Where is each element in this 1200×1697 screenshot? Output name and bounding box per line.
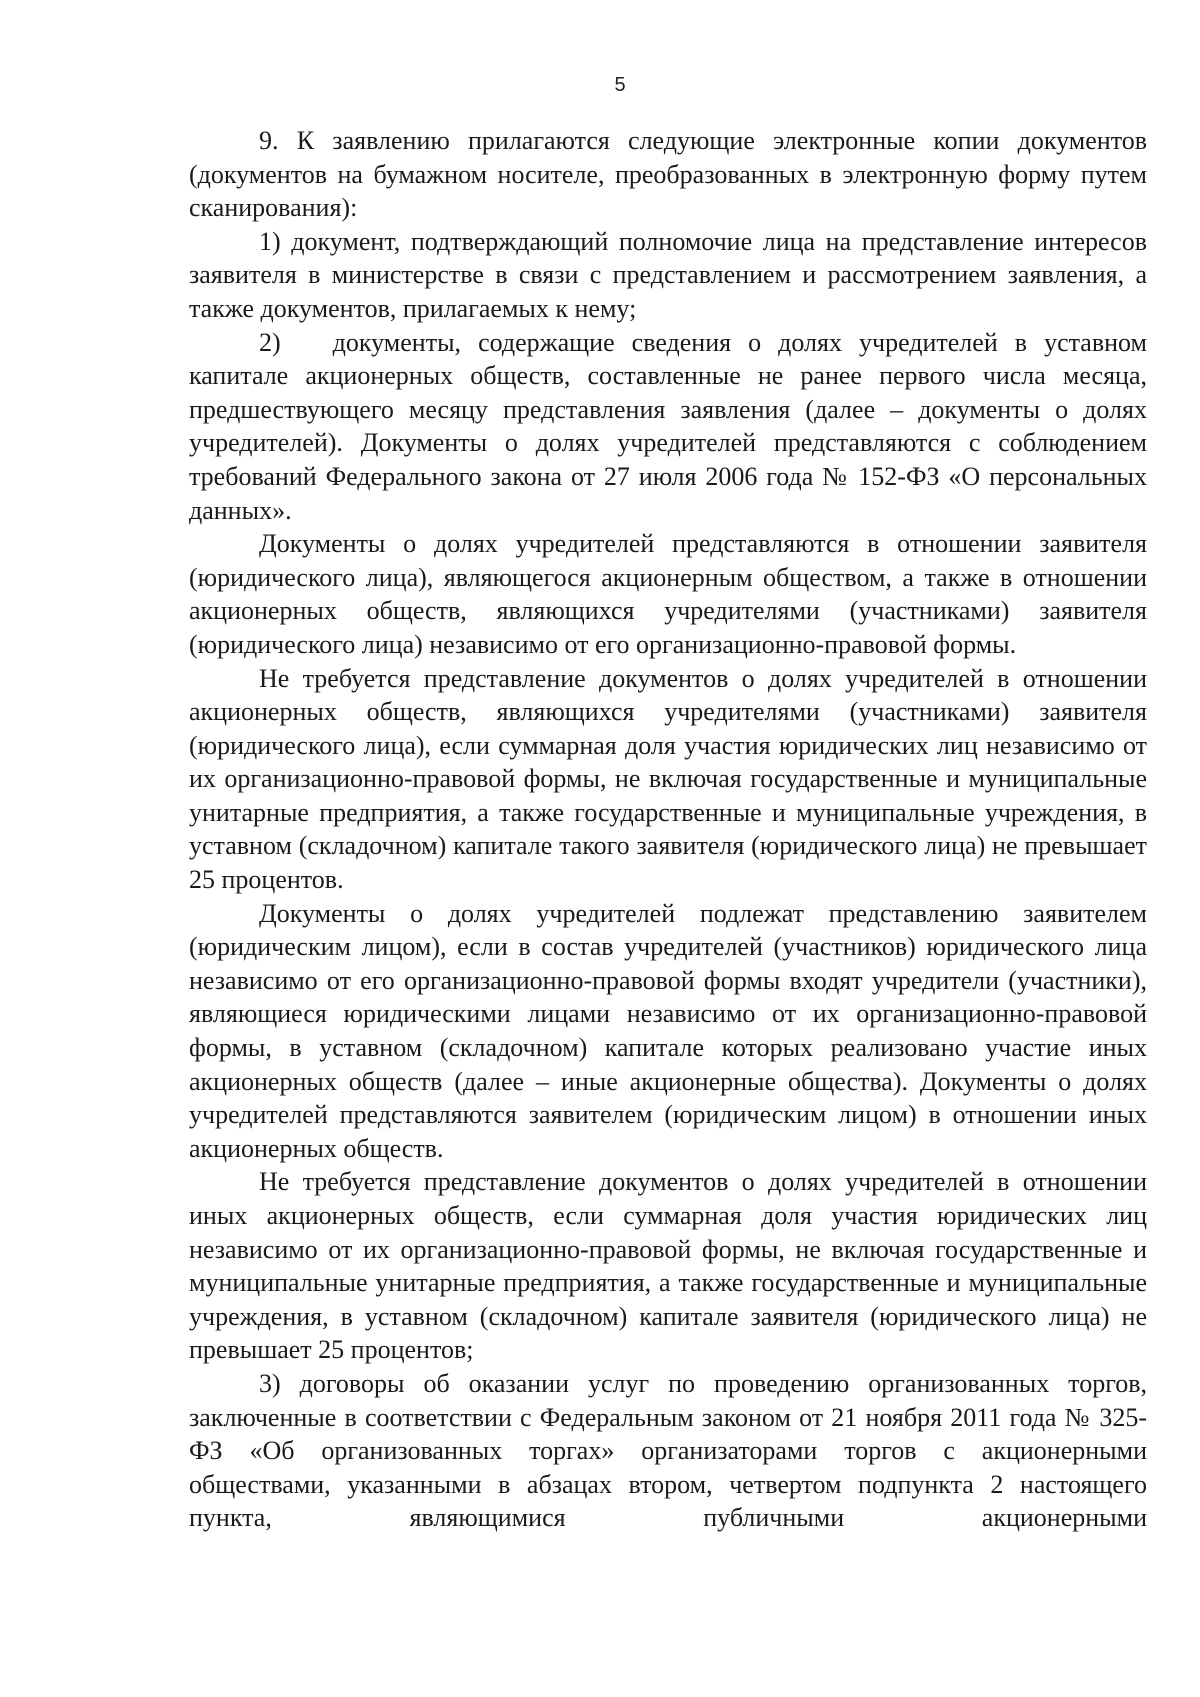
paragraph-item-9: 9. К заявлению прилагаются следующие электронные копии документов (документов на бумажном носителе, преобразованных в электронную форму путем сканирования): <box>189 126 1147 223</box>
paragraph-subject-to-submission: Документы о долях учредителей подлежат представлению заявителем (юридическим лицом), если в состав учредителей (участников) юридического лица независимо от его организационно-правовой формы входят учредители (участники), являющиеся юридическими лицами независимо от их организационно-правовой формы, в уставном (складочном) капитале которых реализовано участие иных акционерных обществ (далее – иные акционерные общества). Документы о долях учредителей представляются заявителем (юридическим лицом) в отношении иных акционерных обществ. <box>189 898 1147 1163</box>
paragraph-subitem-1: 1) документ, подтверждающий полномочие лица на представление интересов заявителя в министерстве в связи с представлением и рассмотрением заявления, а также документов, прилагаемых к нему; <box>189 226 1147 323</box>
paragraph-not-required-2: Не требуется представление документов о долях учредителей в отношении иных акционерных обществ, если суммарная доля участия юридических лиц независимо от их организационно-правовой формы, не включая государственные и муниципальные унитарные предприятия, а также государственные и муниципальные учреждения, в уставном (складочном) капитале заявителя (юридического лица) не превышает 25 процентов; <box>189 1167 1147 1365</box>
paragraph-subitem-2: 2) документы, содержащие сведения о долях учредителей в уставном капитале акционерных обществ, составленные не ранее первого числа месяца, предшествующего месяцу представления заявления (далее – документы о долях учредителей). Документы о долях учредителей представляются с соблюдением требований Федерального закона от 27 июля 2006 года № 152-ФЗ «О персональных данных». <box>189 327 1147 525</box>
paragraph-subitem-3: 3) договоры об оказании услуг по проведению организованных торгов, заключенные в соответствии с Федеральным законом от 21 ноября 2011 года № 325-ФЗ «Об организованных торгах» организаторами торгов с акционерными обществами, указанными в абзацах втором, четвертом подпункта 2 настоящего пункта, являющимися публичными акционерными <box>189 1368 1147 1533</box>
document-body <box>189 124 1147 1535</box>
paragraph-shareholder-docs: Документы о долях учредителей представляются в отношении заявителя (юридического лица), являющегося акционерным обществом, а также в отношении акционерных обществ, являющихся учредителями (участниками) заявителя (юридического лица) независимо от его организационно-правовой формы. <box>189 529 1147 659</box>
page-number: 5 <box>614 74 626 96</box>
paragraph-not-required-1: Не требуется представление документов о долях учредителей в отношении акционерных обществ, являющихся учредителями (участниками) заявителя (юридического лица), если суммарная доля участия юридических лиц независимо от их организационно-правовой формы, не включая государственные и муниципальные унитарные предприятия, а также государственные и муниципальные учреждения, в уставном (складочном) капитале такого заявителя (юридического лица) не превышает 25 процентов. <box>189 663 1147 895</box>
